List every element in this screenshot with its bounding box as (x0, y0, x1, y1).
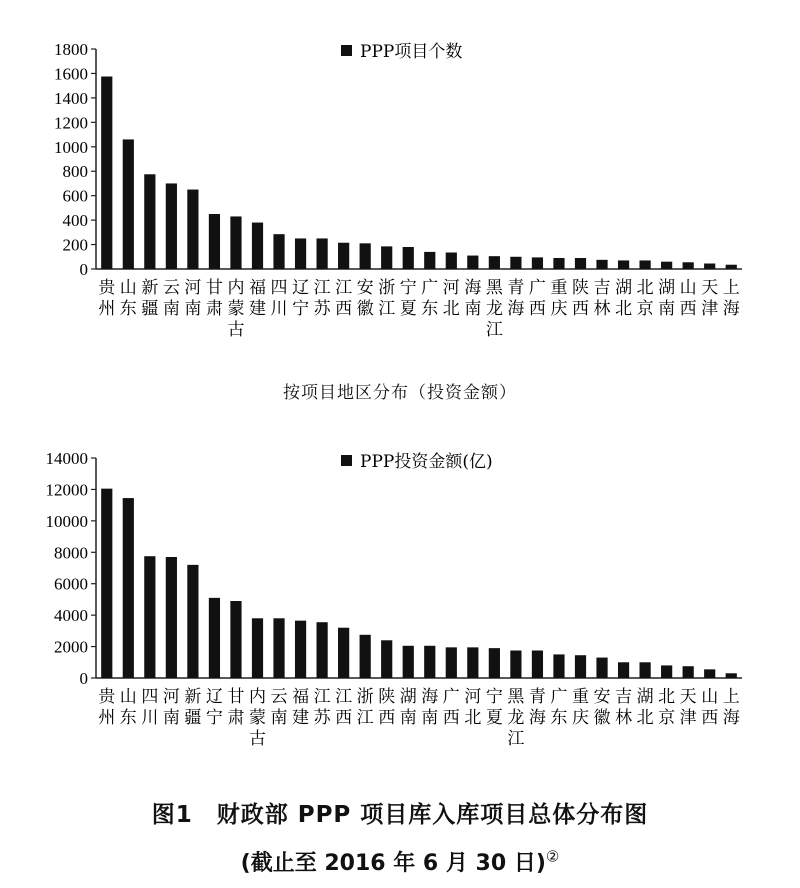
category-label: 重庆 (550, 278, 568, 319)
bar (467, 256, 478, 269)
y-tick-label: 1400 (54, 88, 88, 108)
bar (704, 264, 715, 270)
bar (101, 489, 112, 678)
category-label: 安徽 (356, 278, 374, 319)
category-label: 四川 (270, 278, 288, 319)
bar (683, 262, 694, 269)
category-label: 河北 (442, 278, 460, 319)
category-label: 天津 (679, 687, 697, 728)
legend-swatch (341, 45, 352, 56)
category-label: 河南 (184, 278, 202, 319)
legend-label: PPP项目个数 (360, 42, 463, 62)
bar (618, 260, 629, 269)
category-label: 辽宁 (205, 687, 223, 728)
y-tick-label: 10000 (45, 511, 88, 531)
category-label: 宁夏 (399, 278, 417, 319)
bar (209, 598, 220, 678)
y-tick-label: 400 (62, 211, 88, 231)
y-tick-label: 1200 (54, 113, 88, 133)
category-label: 黑龙江 (485, 278, 503, 340)
category-label: 北京 (636, 278, 654, 319)
category-label: 吉林 (615, 687, 633, 728)
bar (273, 618, 284, 678)
category-label: 山西 (701, 687, 719, 728)
bar (489, 256, 500, 269)
bar (661, 665, 672, 678)
y-tick-label: 14000 (45, 449, 88, 468)
bar (532, 257, 543, 269)
bar (187, 190, 198, 269)
bar (187, 565, 198, 678)
bar (446, 647, 457, 678)
bar (252, 618, 263, 678)
category-label: 陕西 (572, 278, 589, 319)
category-label: 云南 (270, 687, 288, 728)
bar (230, 601, 241, 678)
figure-date-text: (截止至 2016 年 6 月 30 日) (240, 851, 546, 876)
category-label: 黑龙江 (507, 687, 525, 749)
category-label: 河北 (464, 687, 482, 728)
bar (446, 253, 457, 270)
category-label: 海南 (421, 687, 439, 728)
bar (166, 557, 177, 678)
category-label: 贵州 (98, 278, 116, 319)
category-label: 湖北 (636, 687, 654, 728)
category-label: 贵州 (98, 687, 116, 728)
category-label: 上海 (722, 687, 740, 728)
category-label: 江西 (335, 687, 353, 728)
category-label: 福建 (249, 278, 266, 319)
category-label: 新疆 (184, 687, 202, 728)
category-label: 湖南 (658, 278, 676, 319)
category-label: 江西 (335, 278, 353, 319)
y-tick-label: 600 (62, 186, 88, 206)
bar (596, 260, 607, 269)
category-label: 吉林 (593, 278, 611, 319)
category-label: 湖北 (615, 278, 633, 319)
bar (338, 628, 349, 678)
y-tick-label: 0 (79, 260, 88, 279)
bar (661, 262, 672, 269)
category-label: 北京 (658, 687, 676, 728)
category-label: 浙江 (378, 278, 396, 319)
bar (295, 621, 306, 678)
category-label: 宁夏 (485, 687, 503, 728)
bar (704, 669, 715, 678)
bar (575, 258, 586, 269)
bar (489, 648, 500, 678)
bar (166, 183, 177, 269)
bar (360, 635, 371, 678)
bar (317, 238, 328, 269)
category-label: 广东 (421, 278, 439, 319)
category-label: 浙江 (356, 687, 374, 728)
category-label: 青海 (507, 278, 525, 319)
category-label: 广西 (528, 278, 546, 319)
bar (403, 247, 414, 269)
category-label: 内蒙古 (249, 687, 266, 749)
bar (467, 647, 478, 678)
bar (230, 216, 241, 269)
category-label: 陕西 (378, 687, 396, 728)
category-label: 四川 (141, 687, 159, 728)
category-label: 甘肃 (205, 278, 223, 319)
bar (510, 651, 521, 679)
bar (553, 654, 564, 678)
footnote-mark: ② (545, 847, 560, 866)
y-tick-label: 6000 (54, 574, 88, 594)
category-label: 江苏 (313, 687, 331, 728)
category-label: 辽宁 (292, 278, 310, 319)
category-label: 山东 (119, 278, 137, 319)
bar (317, 622, 328, 678)
bar (510, 257, 521, 269)
bar (596, 658, 607, 678)
bar (424, 646, 435, 678)
bar (381, 640, 392, 678)
y-tick-label: 12000 (45, 480, 88, 500)
bar (273, 234, 284, 269)
bar (252, 223, 263, 269)
bar (424, 252, 435, 269)
bar (403, 646, 414, 678)
bar (123, 139, 134, 269)
category-label: 内蒙古 (227, 278, 245, 340)
y-tick-label: 8000 (54, 543, 88, 563)
bar (618, 662, 629, 678)
category-label: 安徽 (593, 687, 611, 728)
bar (338, 243, 349, 269)
figure-caption: 图1 财政部 PPP 项目库入库项目总体分布图 (151, 802, 649, 828)
bar (532, 651, 543, 679)
category-label: 江苏 (313, 278, 331, 319)
bar (381, 246, 392, 269)
category-label: 重庆 (572, 687, 589, 728)
category-label: 湖南 (399, 687, 417, 728)
bar (683, 666, 694, 678)
legend-label: PPP投资金额(亿) (360, 452, 493, 472)
category-label: 山东 (119, 687, 137, 728)
category-label: 福建 (292, 687, 310, 728)
bar (144, 556, 155, 678)
bar (640, 260, 651, 269)
bar (575, 655, 586, 678)
bar (123, 498, 134, 678)
bar (360, 243, 371, 269)
y-tick-label: 200 (62, 235, 88, 255)
category-label: 河南 (162, 687, 180, 728)
category-label: 广东 (550, 687, 568, 728)
chart-investment-amount (0, 440, 800, 770)
category-label: 山西 (679, 278, 697, 319)
category-label: 广西 (442, 687, 460, 728)
y-tick-label: 1600 (54, 64, 88, 84)
y-tick-label: 4000 (54, 606, 88, 626)
bar (295, 238, 306, 269)
y-tick-label: 800 (62, 162, 88, 182)
category-label: 云南 (162, 278, 180, 319)
category-label: 青海 (528, 687, 546, 728)
bar (101, 77, 112, 270)
bar (640, 662, 651, 678)
category-label: 海南 (464, 278, 482, 319)
category-label: 天津 (701, 278, 719, 319)
bar (144, 174, 155, 269)
section-title: 按项目地区分布（投资金额） (283, 383, 517, 403)
chart-project-count (0, 0, 800, 350)
bar (553, 258, 564, 269)
legend-swatch (341, 455, 352, 466)
category-label: 上海 (722, 278, 740, 319)
y-tick-label: 1000 (54, 137, 88, 157)
bar (209, 214, 220, 269)
category-label: 甘肃 (227, 687, 245, 728)
y-tick-label: 2000 (54, 637, 88, 657)
figure-date (0, 846, 800, 877)
bar (726, 265, 737, 269)
y-tick-label: 0 (79, 669, 88, 688)
bar (726, 673, 737, 678)
y-tick-label: 1800 (54, 40, 88, 59)
category-label: 新疆 (141, 278, 159, 319)
